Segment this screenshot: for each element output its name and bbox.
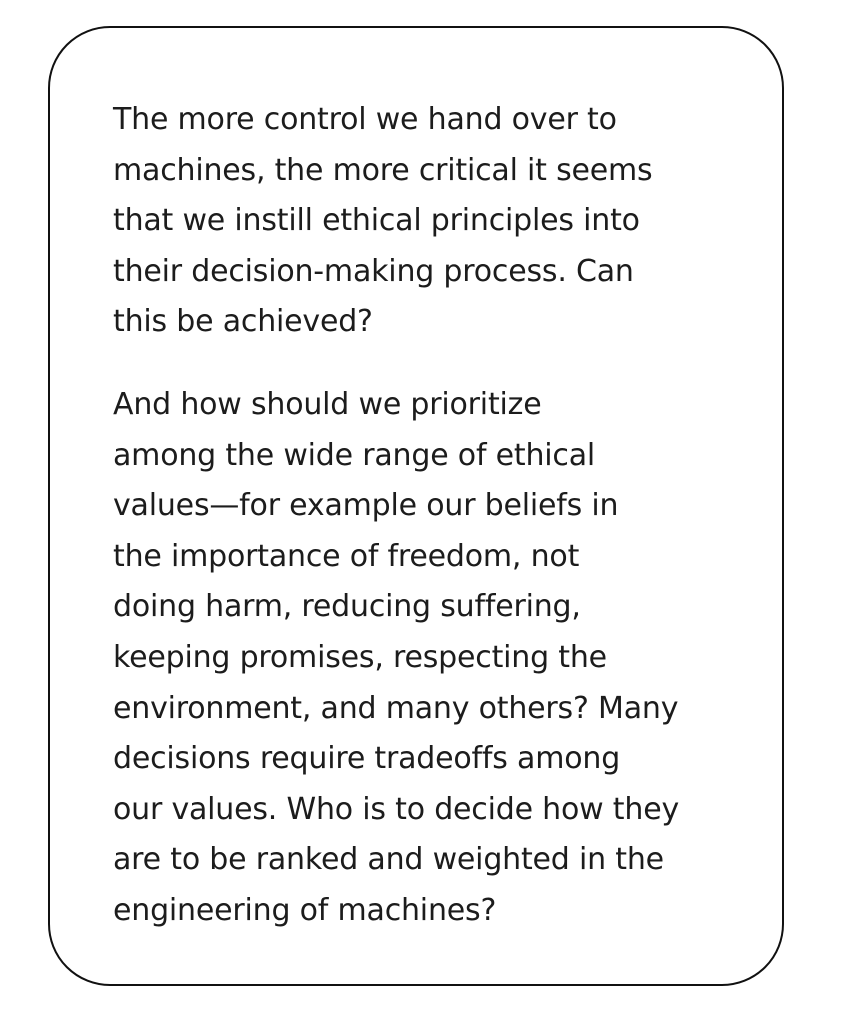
text-line: And how should we prioritize [113,386,542,422]
text-line: their decision-making process. Can [113,253,634,289]
paragraph-2 [113,380,753,937]
text-line: keeping promises, respecting the [113,639,607,675]
text-line: environment, and many others? Many [113,690,679,726]
text-line: among the wide range of ethical [113,437,596,473]
text-line: doing harm, reducing suffering, [113,589,581,625]
quote-text [113,95,753,937]
text-line: that we instill ethical principles into [113,203,640,239]
text-line: machines, the more critical it seems [113,152,653,188]
text-line: the importance of freedom, not [113,538,580,574]
text-line: values—for example our beliefs in [113,488,619,524]
text-line: decisions require tradeoffs among [113,741,621,777]
text-line: our values. Who is to decide how they [113,791,679,827]
text-line: The more control we hand over to [113,102,617,137]
text-line: this be achieved? [113,304,373,340]
quote-card [48,26,784,986]
paragraph-1 [113,95,753,348]
text-line: engineering of machines? [113,892,497,928]
text-line: are to be ranked and weighted in the [113,842,664,878]
